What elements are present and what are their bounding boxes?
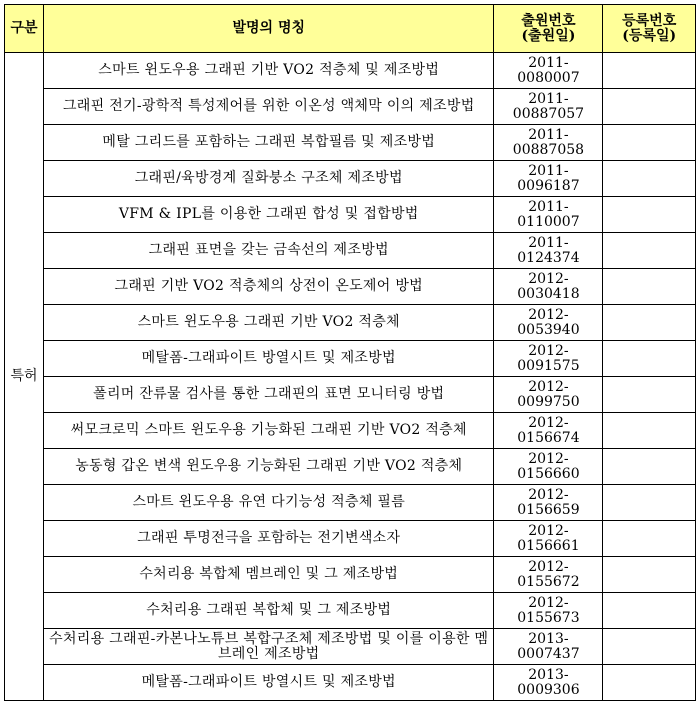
invention-title-cell: 메탈 그리드를 포함하는 그래핀 복합필름 및 제조방법 [44,125,494,161]
table-row [5,89,696,125]
application-number-cell: 2012-0053940 [494,305,603,341]
registration-number-cell [603,341,696,377]
table-row [5,485,696,521]
invention-title-cell: 그래핀 기반 VO2 적층체의 상전이 온도제어 방법 [44,269,494,305]
table-row [5,305,696,341]
table-row [5,521,696,557]
registration-number-cell [603,593,696,629]
header-title: 발명의 명칭 [44,5,494,53]
invention-title-cell: 그래핀 표면을 갖는 금속선의 제조방법 [44,233,494,269]
table-row [5,341,696,377]
invention-title-cell: 그래핀 투명전극을 포함하는 전기변색소자 [44,521,494,557]
patent-table [4,4,696,701]
application-number-cell: 2011-0096187 [494,161,603,197]
application-number-cell: 2011-0110007 [494,197,603,233]
invention-title-cell: 스마트 윈도우용 유연 다기능성 적층체 필름 [44,485,494,521]
header-category: 구분 [5,5,44,53]
registration-number-cell [603,377,696,413]
table-body [5,53,696,701]
registration-number-cell [603,665,696,701]
table-row [5,197,696,233]
registration-number-cell [603,125,696,161]
application-number-cell: 2013-0009306 [494,665,603,701]
application-number-cell: 2012-0156674 [494,413,603,449]
table-row [5,125,696,161]
registration-number-cell [603,233,696,269]
application-number-cell: 2013-0007437 [494,629,603,665]
table-row [5,593,696,629]
table-row [5,665,696,701]
invention-title-cell: 스마트 윈도우용 그래핀 기반 VO2 적층체 및 제조방법 [44,53,494,89]
invention-title-cell: 메탈폼-그래파이트 방열시트 및 제조방법 [44,665,494,701]
application-number-cell: 2012-0156661 [494,521,603,557]
category-cell: 특허 [5,53,44,701]
invention-title-cell: 그래핀 전기-광학적 특성제어를 위한 이온성 액체막 이의 제조방법 [44,89,494,125]
application-number-cell: 2012-0155672 [494,557,603,593]
table-row [5,233,696,269]
application-number-cell: 2012-0030418 [494,269,603,305]
registration-number-cell [603,629,696,665]
registration-number-cell [603,413,696,449]
invention-title-cell: 농동형 갑온 변색 윈도우용 기능화된 그래핀 기반 VO2 적층체 [44,449,494,485]
table-row [5,413,696,449]
application-number-cell: 2011-0124374 [494,233,603,269]
header-row [5,5,696,53]
invention-title-cell: 스마트 윈도우용 그래핀 기반 VO2 적층체 [44,305,494,341]
invention-title-cell: 수처리용 그래핀-카본나노튜브 복합구조체 제조방법 및 이를 이용한 멤브레인 제조방법 [44,629,494,665]
registration-number-cell [603,449,696,485]
invention-title-cell: 그래핀/육방경계 질화붕소 구조체 제조방법 [44,161,494,197]
table-header [5,5,696,53]
registration-number-cell [603,53,696,89]
application-number-cell: 2011-00887057 [494,89,603,125]
table-row [5,377,696,413]
application-number-cell: 2012-0156659 [494,485,603,521]
table-row [5,557,696,593]
table-row [5,269,696,305]
registration-number-cell [603,485,696,521]
registration-number-cell [603,269,696,305]
header-registration: 등록번호 (등록일) [603,5,696,53]
table-row [5,629,696,665]
registration-number-cell [603,305,696,341]
registration-number-cell [603,521,696,557]
invention-title-cell: VFM & IPL를 이용한 그래핀 합성 및 접합방법 [44,197,494,233]
registration-number-cell [603,89,696,125]
table-row [5,161,696,197]
invention-title-cell: 수처리용 그래핀 복합체 및 그 제조방법 [44,593,494,629]
table-row [5,53,696,89]
application-number-cell: 2012-0155673 [494,593,603,629]
registration-number-cell [603,197,696,233]
invention-title-cell: 써모크로믹 스마트 윈도우용 기능화된 그래핀 기반 VO2 적층체 [44,413,494,449]
invention-title-cell: 수처리용 복합체 멤브레인 및 그 제조방법 [44,557,494,593]
application-number-cell: 2012-0091575 [494,341,603,377]
table-row [5,449,696,485]
application-number-cell: 2011-00887058 [494,125,603,161]
header-application: 출원번호 (출원일) [494,5,603,53]
invention-title-cell: 폴리머 잔류물 검사를 통한 그래핀의 표면 모니터링 방법 [44,377,494,413]
registration-number-cell [603,557,696,593]
application-number-cell: 2012-0156660 [494,449,603,485]
application-number-cell: 2011-0080007 [494,53,603,89]
invention-title-cell: 메탈폼-그래파이트 방열시트 및 제조방법 [44,341,494,377]
registration-number-cell [603,161,696,197]
application-number-cell: 2012-0099750 [494,377,603,413]
